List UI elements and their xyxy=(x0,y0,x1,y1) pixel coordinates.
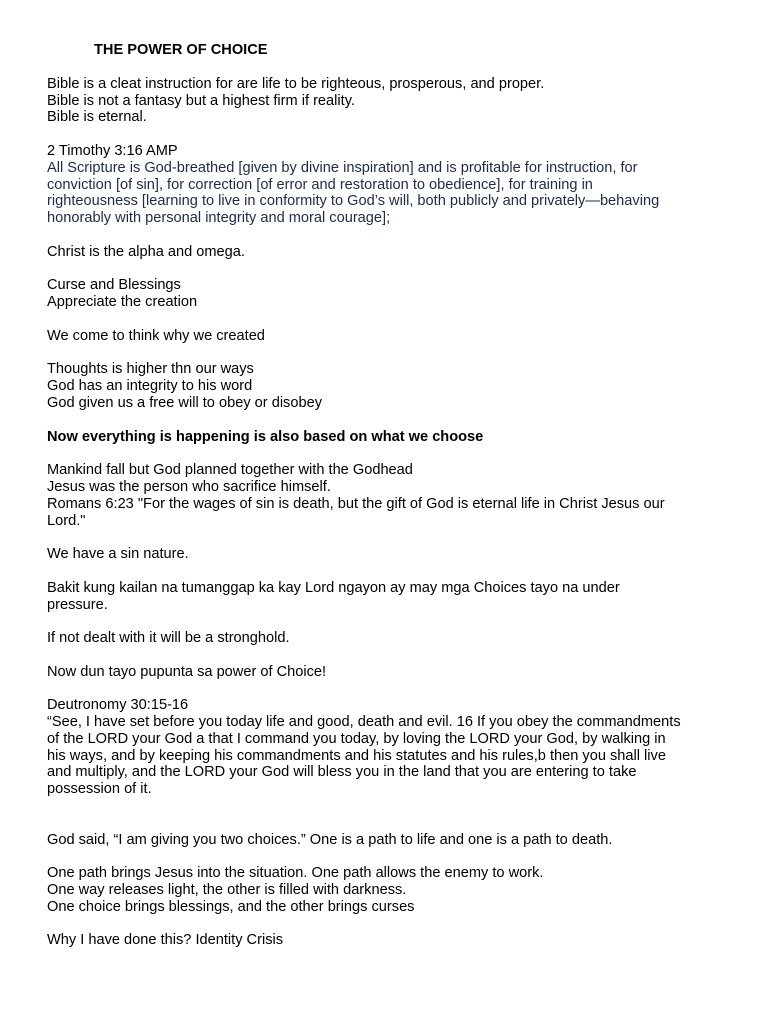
thoughts-paragraph xyxy=(47,361,727,411)
god-said-paragraph xyxy=(47,832,727,849)
think-paragraph xyxy=(47,328,727,345)
bold-statement: Now everything is happening is also based on what we choose xyxy=(47,428,484,445)
god-said-line: God said, “I am giving you two choices.” One is a path to life and one is a path to death. xyxy=(47,831,613,848)
curse-line: Appreciate the creation xyxy=(47,294,198,311)
christ-line: Christ is the alpha and omega. xyxy=(47,243,245,260)
bakit-line: Bakit kung kailan na tumanggap ka kay Lord ngayon ay may mga Choices tayo na under xyxy=(47,579,620,596)
intro-paragraph xyxy=(47,76,727,126)
path-line: One choice brings blessings, and the other brings curses xyxy=(47,898,415,915)
deuteronomy-reference: Deutronomy 30:15-16 xyxy=(47,697,189,714)
curse-paragraph xyxy=(47,277,727,311)
timothy-reference: 2 Timothy 3:16 AMP xyxy=(47,142,178,159)
sin-nature-line: We have a sin nature. xyxy=(47,546,189,563)
intro-line: Bible is not a fantasy but a highest firm if reality. xyxy=(47,92,355,109)
deuteronomy-verse-line: his ways, and by keeping his commandments and his statutes and his rules,b then you shall live xyxy=(47,747,666,764)
timothy-verse-line: conviction [of sin], for correction [of error and restoration to obedience], for training in xyxy=(47,176,593,193)
now-dun-line: Now dun tayo pupunta sa power of Choice! xyxy=(47,663,327,680)
document-content xyxy=(47,42,727,949)
timothy-section xyxy=(47,143,727,227)
thoughts-line: God given us a free will to obey or disobey xyxy=(47,394,323,411)
deuteronomy-verse-line: of the LORD your God a that I command you today, by loving the LORD your God, by walking in xyxy=(47,730,666,747)
romans-line: Romans 6:23 "For the wages of sin is death, but the gift of God is eternal life in Christ Jesus our xyxy=(47,495,665,512)
timothy-verse-line: All Scripture is God-breathed [given by divine inspiration] and is profitable for instruction, for xyxy=(47,159,638,176)
intro-line: Bible is eternal. xyxy=(47,109,147,126)
why-line: Why I have done this? Identity Crisis xyxy=(47,932,284,949)
intro-line: Bible is a cleat instruction for are life to be righteous, prosperous, and proper. xyxy=(47,75,545,92)
romans-line: Lord." xyxy=(47,512,86,529)
document-title: THE POWER OF CHOICE xyxy=(94,42,268,58)
timothy-verse-line: righteousness [learning to live in conformity to God’s will, both publicly and privately—behaving xyxy=(47,193,660,210)
christ-paragraph xyxy=(47,244,727,261)
deuteronomy-verse-line: and multiply, and the LORD your God will bless you in the land that you are entering to take xyxy=(47,764,637,781)
stronghold-paragraph xyxy=(47,630,727,647)
deuteronomy-verse-line: possession of it. xyxy=(47,781,152,798)
mankind-line: Jesus was the person who sacrifice himself. xyxy=(47,478,331,495)
mankind-paragraph xyxy=(47,462,727,529)
think-line: We come to think why we created xyxy=(47,327,265,344)
why-paragraph xyxy=(47,932,727,949)
sin-nature-paragraph xyxy=(47,546,727,563)
stronghold-line: If not dealt with it will be a stronghold. xyxy=(47,630,290,647)
bakit-line: pressure. xyxy=(47,596,108,613)
deuteronomy-verse-line: “See, I have set before you today life and good, death and evil. 16 If you obey the commandments xyxy=(47,714,681,731)
timothy-verse-line: honorably with personal integrity and moral courage]; xyxy=(47,210,391,227)
path-paragraph xyxy=(47,865,727,915)
path-line: One path brings Jesus into the situation. One path allows the enemy to work. xyxy=(47,865,544,882)
path-line: One way releases light, the other is filled with darkness. xyxy=(47,882,407,899)
thoughts-line: Thoughts is higher thn our ways xyxy=(47,361,254,378)
mankind-line: Mankind fall but God planned together with the Godhead xyxy=(47,462,413,479)
curse-line: Curse and Blessings xyxy=(47,277,181,294)
now-dun-paragraph xyxy=(47,664,727,681)
deuteronomy-section xyxy=(47,697,727,798)
bold-statement-paragraph xyxy=(47,429,727,446)
bakit-paragraph xyxy=(47,580,727,614)
thoughts-line: God has an integrity to his word xyxy=(47,378,253,395)
